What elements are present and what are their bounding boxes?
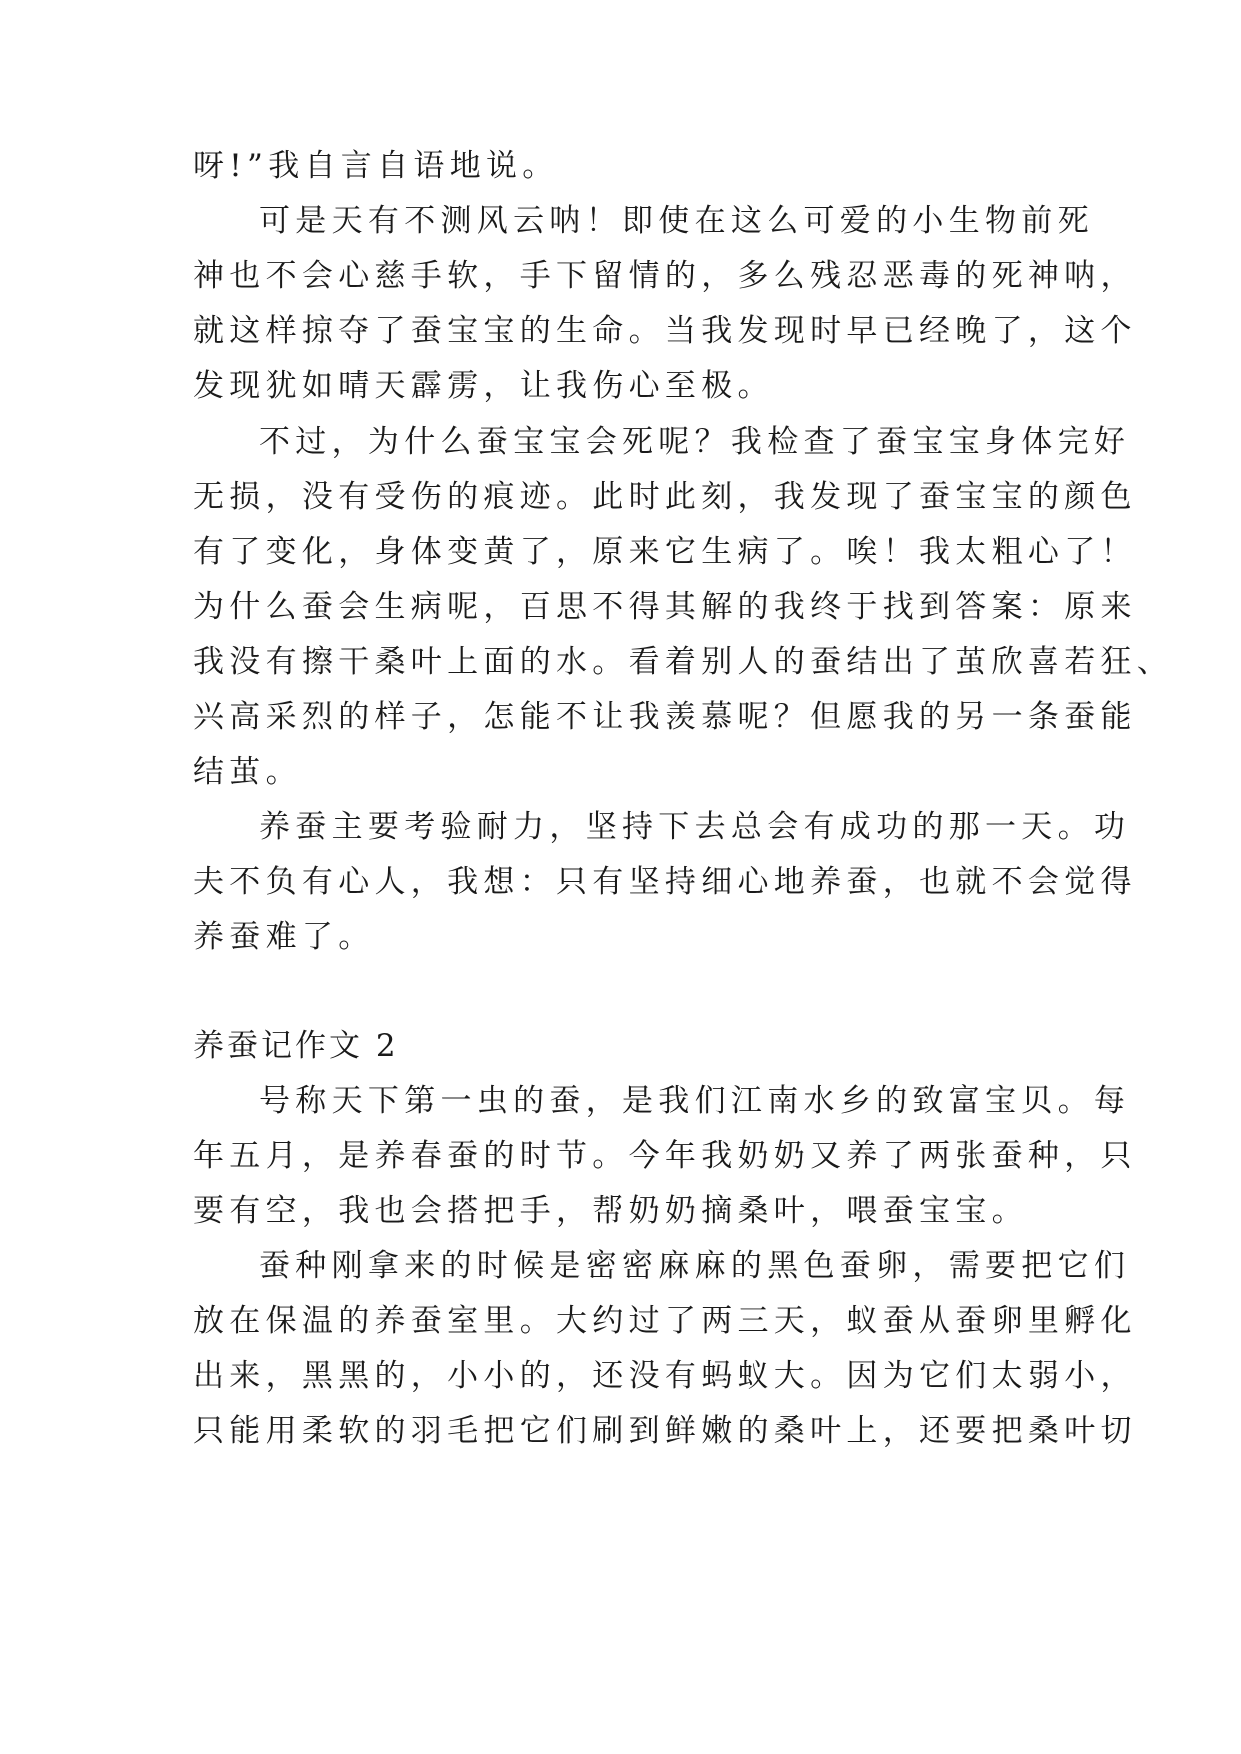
paragraph-first-line: 蚕种刚拿来的时候是密密麻麻的黑色蚕卵，需要把它们 bbox=[259, 1248, 1131, 1284]
text-line: 放在保温的养蚕室里。大约过了两三天，蚁蚕从蚕卵里孵化 bbox=[193, 1303, 1137, 1339]
text-line: 呀!”我自言自语地说。 bbox=[193, 148, 559, 184]
text-line: 发现犹如晴天霹雳，让我伤心至极。 bbox=[193, 368, 774, 404]
text-line: 夫不负有心人，我想：只有坚持细心地养蚕，也就不会觉得 bbox=[193, 864, 1137, 900]
text-line: 出来，黑黑的，小小的，还没有蚂蚁大。因为它们太弱小， bbox=[193, 1358, 1137, 1394]
paragraph-first-line: 养蚕主要考验耐力，坚持下去总会有成功的那一天。功 bbox=[259, 809, 1131, 845]
section-title: 养蚕记作文 2 bbox=[193, 1028, 399, 1064]
text-line: 兴高采烈的样子，怎能不让我羡慕呢？但愿我的另一条蚕能 bbox=[193, 699, 1137, 735]
text-line: 有了变化，身体变黄了，原来它生病了。唉！我太粗心了！ bbox=[193, 534, 1137, 570]
text-line: 年五月，是养春蚕的时节。今年我奶奶又养了两张蚕种，只 bbox=[193, 1138, 1137, 1174]
text-line: 就这样掠夺了蚕宝宝的生命。当我发现时早已经晚了，这个 bbox=[193, 313, 1137, 349]
paragraph-first-line: 号称天下第一虫的蚕，是我们江南水乡的致富宝贝。每 bbox=[259, 1083, 1131, 1119]
paragraph-first-line: 不过，为什么蚕宝宝会死呢？我检查了蚕宝宝身体完好 bbox=[259, 424, 1131, 460]
text-line: 无损，没有受伤的痕迹。此时此刻，我发现了蚕宝宝的颜色 bbox=[193, 479, 1137, 515]
text-line: 我没有擦干桑叶上面的水。看着别人的蚕结出了茧欣喜若狂、 bbox=[193, 644, 1174, 680]
text-line: 结茧。 bbox=[193, 754, 302, 790]
text-line: 养蚕难了。 bbox=[193, 919, 375, 955]
text-line: 只能用柔软的羽毛把它们刷到鲜嫩的桑叶上，还要把桑叶切 bbox=[193, 1413, 1137, 1449]
paragraph-first-line: 可是天有不测风云呐！即使在这么可爱的小生物前死 bbox=[259, 203, 1094, 239]
text-line: 为什么蚕会生病呢，百思不得其解的我终于找到答案：原来 bbox=[193, 589, 1137, 625]
text-line: 要有空，我也会搭把手，帮奶奶摘桑叶，喂蚕宝宝。 bbox=[193, 1193, 1028, 1229]
text-line: 神也不会心慈手软，手下留情的，多么残忍恶毒的死神呐， bbox=[193, 258, 1137, 294]
